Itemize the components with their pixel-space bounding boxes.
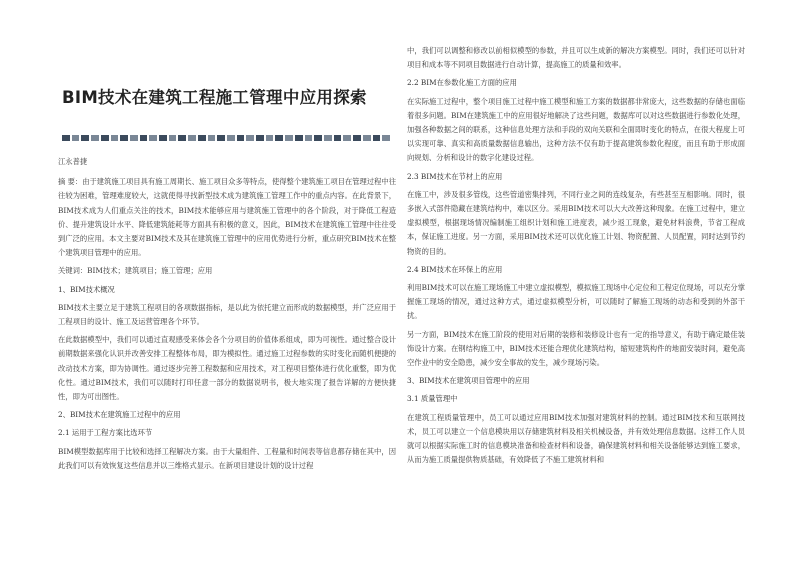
right-paragraph: 另一方面，BIM技术在施工阶段的使用对后期的装修和装修设计也有一定的指导意义，有助于确定最佳装饰设计方案。在钢结构施工中，BIM技术还能合理优化建筑结构，缩短建筑构件的地面安装时间，避免高空作业中的安全隐患，减少安全事故的发生，减少现场污染。	[407, 329, 745, 368]
left-paragraph: 摘 要：由于建筑施工项目具有施工周期长、施工项目众多等特点，使得整个建筑施工项目在管理过程中往往较为困难，管理难度较大，这就使得寻找新型技术成为建筑施工管理工作中的重点内容。在此背景下，BIM技术成为人们重点关注的技术，BIM技术能够应用与建筑施工管理中的各个阶段，对于降低工程造价、提升建筑设计水平、降低建筑能耗等方面具有积极的意义，因此，BIM技术在建筑施工管理中往往受到广泛的应用。本文主要对BIM技术及其在建筑施工管理中的应用优势进行分析，重点研究BIM技术在整个建筑项目管理中的应用。	[58, 177, 396, 258]
right-paragraph: 在建筑工程质量管理中，员工可以通过应用BIM技术加强对建筑材料的控制。通过BIM技术和互联网技术，员工可以建立一个信息模块用以存储建筑材料及相关机械设备，并有效处理信息数据。这样工作人员就可以根据实际施工时的信息模块准备和检查材料和设备，确保建筑材料和相关设备能够达到施工要求，从而为施工质量提供物质基础，有效降低了不施工建筑材料和	[407, 412, 745, 465]
right-paragraph: 在施工中，涉及很多管线，这些管道密集排列，不同行业之间的连线复杂，有些甚至互相影响。同时，很多嵌入式部件隐藏在建筑结构中，难以区分。采用BIM技术可以大大改善这种现象。在施工过程中，建立虚拟模型，根据现场情况编制施工组织计划和施工进度表，减少返工现象，避免材料浪费，节省工程成本，保证施工进度。另一方面，采用BIM技术还可以优化施工计划、物资配置、人员配置，同时达到节约物资的目的。	[407, 189, 745, 256]
right-heading: 3.1 质量管理中	[407, 394, 458, 404]
left-column	[58, 155, 396, 477]
right-paragraph: 利用BIM技术可以在施工现场施工中建立虚拟模型，模拟施工现场中心定位和工程定位现场，可以充分掌握施工现场的情况，通过这种方式，通过虚拟模型分析，可以随时了解施工现场的动态和受到的外部干扰。	[407, 283, 745, 321]
right-column	[407, 44, 745, 471]
right-heading: 2.2 BIM在参数化施工方面的应用	[407, 78, 517, 88]
left-heading: 1、BIM技术概况	[58, 284, 115, 294]
right-heading: 2.3 BIM技术在节材上的应用	[407, 171, 503, 181]
left-column-body	[58, 175, 396, 473]
right-paragraph: 中，我们可以调整和修改以前相似模型的参数，并且可以生成新的解决方案模型。同时，我们还可以针对项目和成本等不同项目数据进行自动计算，提高施工的质量和效率。	[407, 46, 745, 70]
left-paragraph: BIM模型数据库用于比较和选择工程解决方案。由于大量组件、工程量和时间表等信息都存储在其中，因此我们可以有效恢复这些信息并以三维格式显示。在新项目建设计划的设计过程	[58, 446, 396, 470]
right-heading: 3、BIM技术在建筑项目管理中的应用	[407, 376, 530, 386]
left-heading: 2.1 运用于工程方案比选环节	[58, 428, 153, 438]
right-heading: 2.4 BIM技术在环保上的应用	[407, 264, 503, 274]
left-paragraph: 关键词：BIM技术；建筑项目；施工管理；应用	[58, 266, 213, 276]
left-paragraph: BIM技术主要立足于建筑工程项目的各项数据指标，是以此为依托建立而形成的数据模型，并广泛应用于工程项目的设计、施工及运营管理各个环节。	[58, 302, 396, 327]
right-column-body	[407, 44, 745, 467]
title-divider	[62, 135, 392, 141]
left-paragraph: 在此数据模型中，我们可以通过直观感受来体会各个分项目的价值体系组成，即为可视性。通过整合设计前期数据来强化认识并改善安排工程整体布局，即为模拟性。通过施工过程参数的实时变化而随机便捷的改动技术方案，即为协调性。通过逐步完善工程数据和应用技术，对工程项目整体进行优化重整，即为优化性。通过BIM技术，我们可以随时打印任意一部分的数据说明书，极大地实现了报告详解的方便快捷性，即为可出图性。	[58, 335, 396, 402]
right-paragraph: 在实际施工过程中，整个项目施工过程中施工模型和施工方案的数据都非常庞大，这些数据的存储也面临着很多问题。BIM在建筑施工中的应用很好地解决了这些问题，数据库可以对这些数据进行参数化处理，加强各种数据之间的联系，这种信息处理方法和手段的双向关联和全面即时变化的特点，在很大程度上可以实现可靠、真实和高质量数据信息输出，这种方法不仅有助于提高建筑参数化程度，而且有助于形成面向规划、分析和设计的数字化建设过程。	[407, 96, 745, 163]
left-heading: 2、BIM技术在建筑施工过程中的应用	[58, 410, 181, 420]
author-name: 江永普捷	[58, 157, 88, 166]
paper-title: BIM技术在建筑工程施工管理中应用探索	[62, 88, 367, 107]
